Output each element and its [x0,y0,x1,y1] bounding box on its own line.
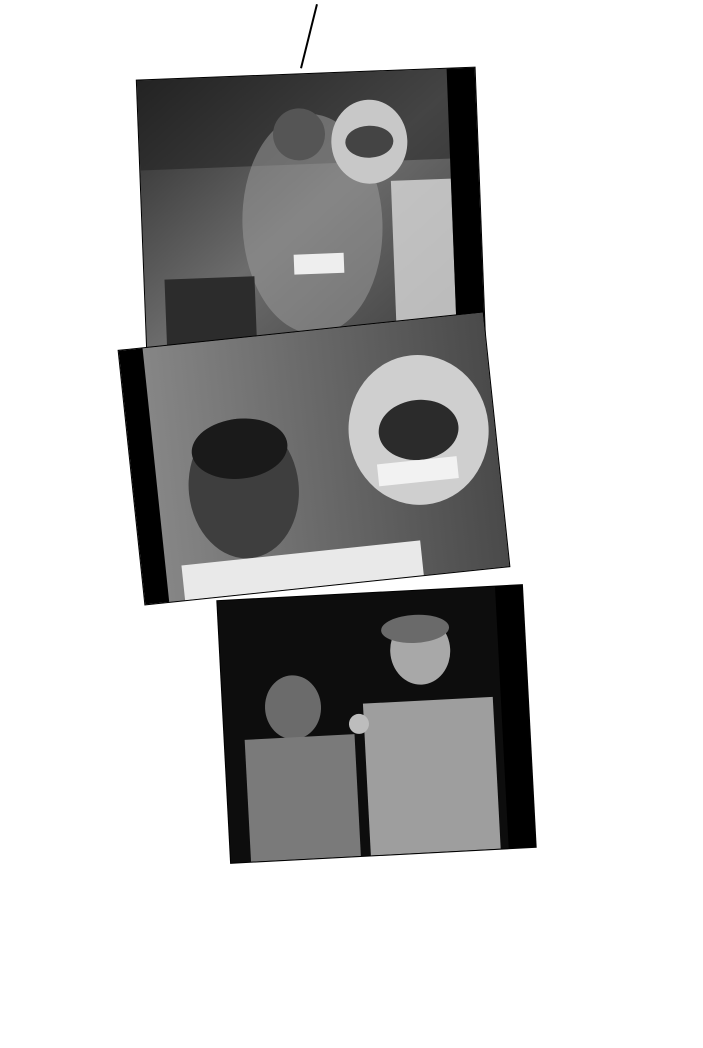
header-slash [300,4,318,69]
photo-1-image [137,68,485,357]
photo-hamon-bolley [119,313,510,605]
photo-boniface-vialle [137,68,485,357]
photo-3-image [217,585,535,863]
photo-2-image [119,313,510,605]
photo-pichon-mickael [217,585,535,863]
